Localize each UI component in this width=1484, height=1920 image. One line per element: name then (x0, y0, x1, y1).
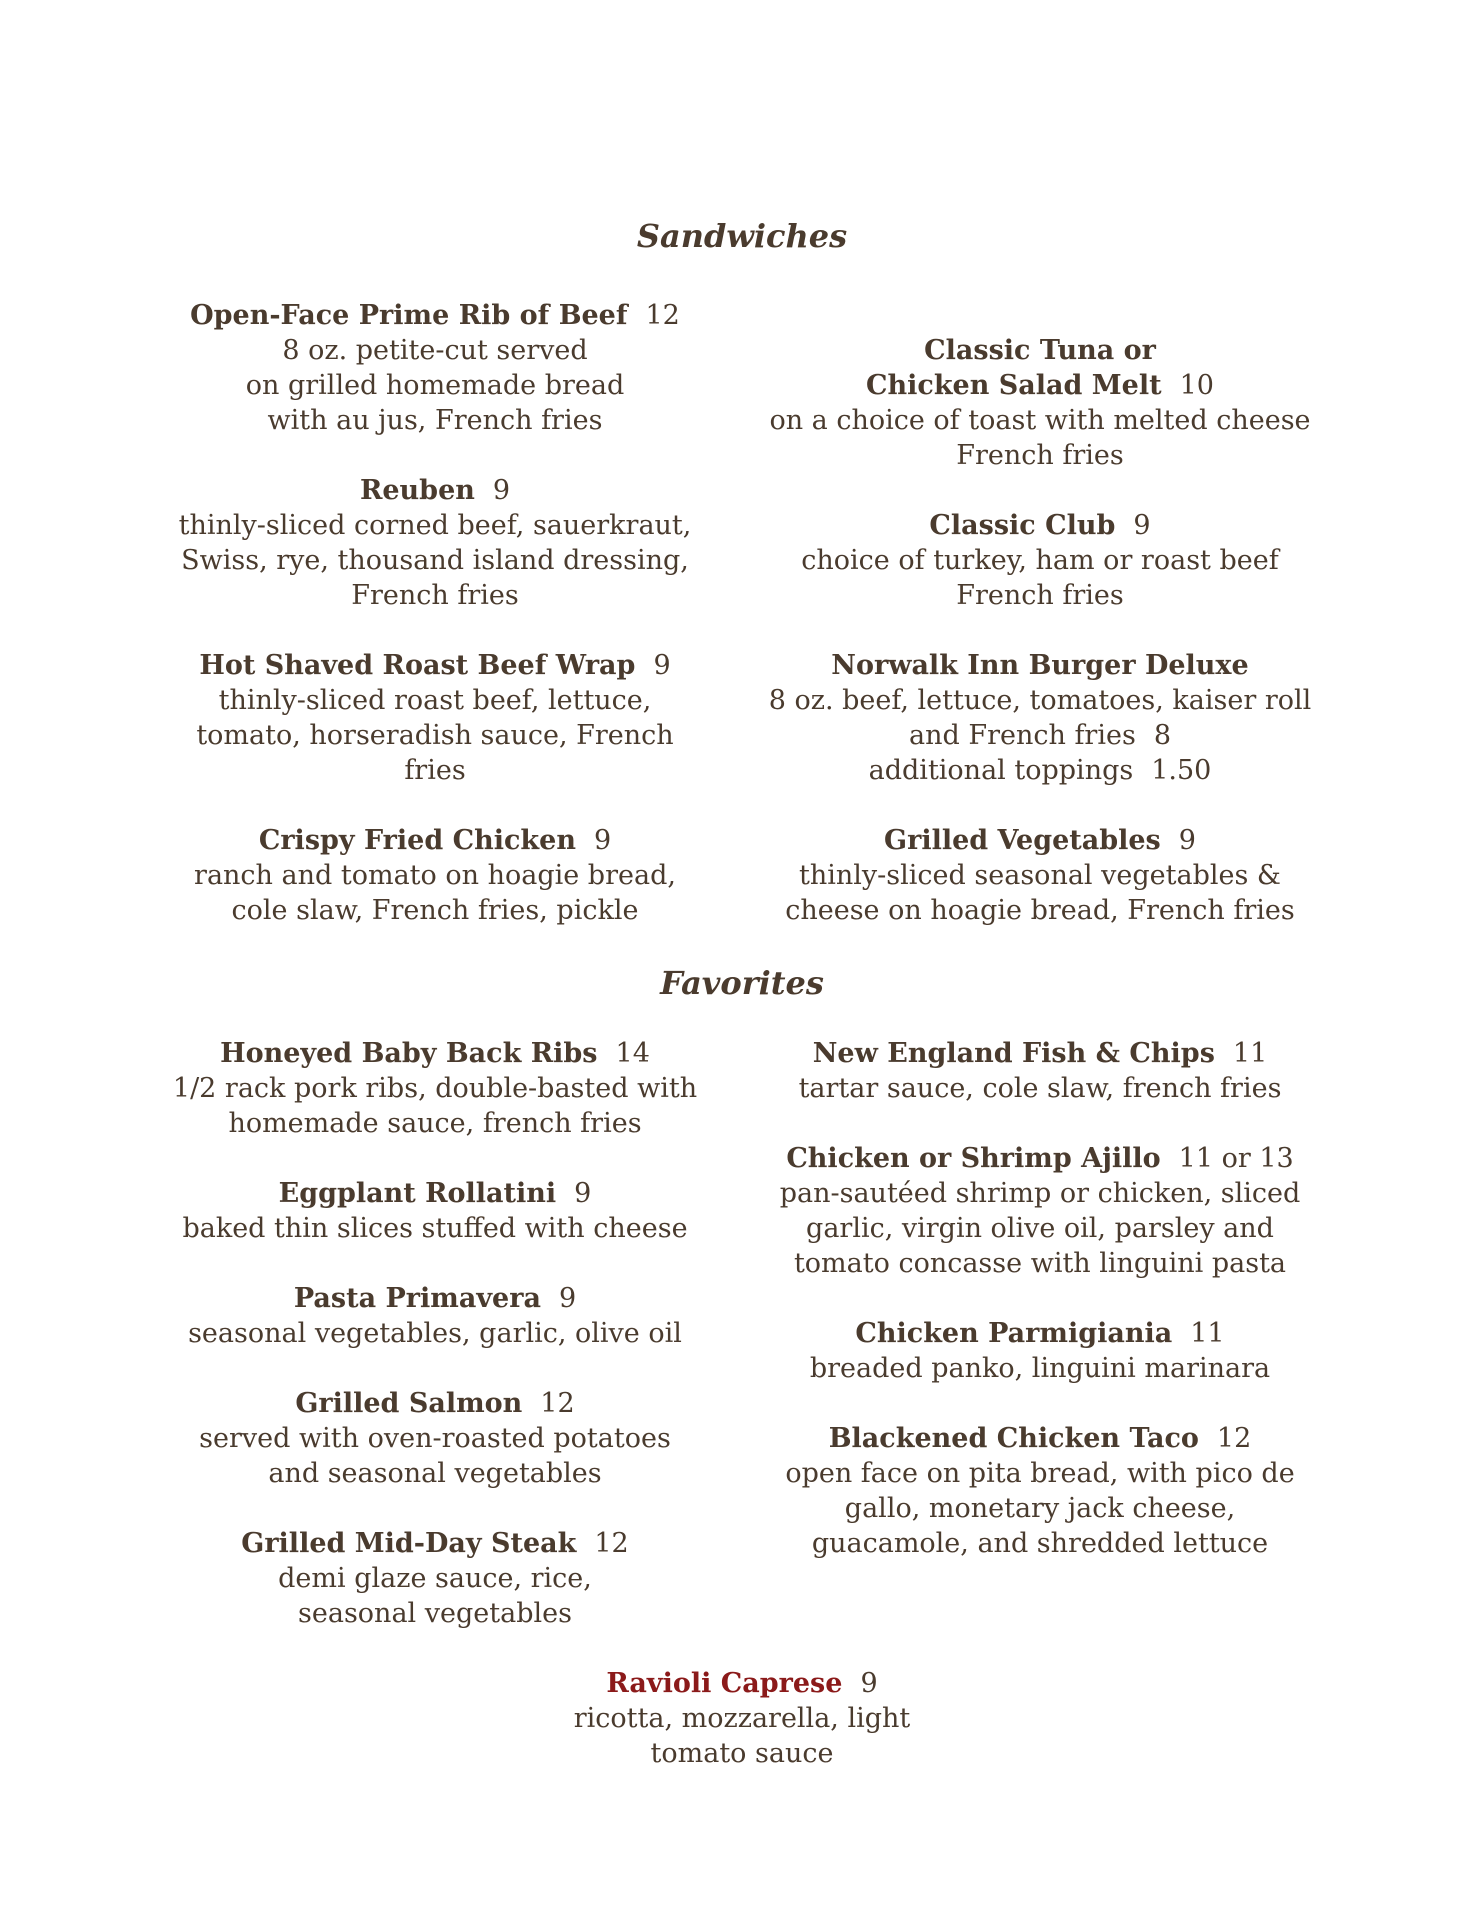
item-name: Classic Tuna or (924, 335, 1156, 366)
item-name: Blackened Chicken Taco (828, 1423, 1199, 1454)
item-description: gallo, monetary jack cheese, (844, 1493, 1236, 1524)
item-description: choice of turkey, ham or roast beef (801, 545, 1279, 576)
item-description: breaded panko, linguini marinara (809, 1353, 1271, 1384)
menu-item-baby-back-ribs (150, 1036, 720, 1141)
sandwiches-heading: Sandwiches (636, 217, 848, 255)
menu-item-chicken-parmigiania (760, 1316, 1320, 1386)
item-description: seasonal vegetables (298, 1598, 572, 1629)
item-name: Grilled Salmon (295, 1388, 523, 1419)
item-name: Chicken or Shrimp Ajillo (786, 1143, 1161, 1174)
item-description: ranch and tomato on hoagie bread, (194, 860, 676, 891)
item-description: cole slaw, French fries, pickle (231, 895, 639, 926)
menu-item-mid-day-steak (150, 1526, 720, 1631)
item-name: Pasta Primavera (293, 1283, 541, 1314)
item-description: pan-sautéed shrimp or chicken, sliced (779, 1178, 1301, 1209)
item-description: garlic, virgin olive oil, parsley and (806, 1213, 1274, 1244)
menu-item-roast-beef-wrap (150, 648, 720, 788)
item-description: baked thin slices stuffed with cheese (182, 1213, 688, 1244)
item-description: 8 oz. petite-cut served (282, 335, 588, 366)
menu-item-pasta-primavera (150, 1281, 720, 1351)
item-price: 9 (1133, 510, 1151, 541)
item-name: Chicken Salad Melt (866, 370, 1162, 401)
item-name: New England Fish & Chips (812, 1038, 1215, 1069)
item-price: 14 (615, 1038, 650, 1069)
item-price: 9 (1178, 825, 1196, 856)
item-extra (760, 753, 1320, 788)
item-name: Grilled Vegetables (884, 825, 1161, 856)
item-price: 12 (1216, 1423, 1252, 1454)
item-description: 8 oz. beef, lettuce, tomatoes, kaiser roll (768, 685, 1312, 716)
menu-item-reuben (150, 473, 720, 613)
menu-item-blackened-chicken-taco (760, 1421, 1320, 1561)
item-description: with au jus, French fries (267, 405, 603, 436)
item-description: on a choice of toast with melted cheese (769, 405, 1311, 436)
item-description: 1/2 rack pork ribs, double-basted with (172, 1073, 698, 1104)
item-description: tomato sauce (650, 1738, 834, 1769)
menu-item-classic-club (760, 508, 1320, 613)
item-price: 9 (653, 650, 671, 681)
item-description: tomato concasse with linguini pasta (793, 1248, 1287, 1279)
item-extra-label: additional toppings (868, 755, 1134, 786)
item-description: cheese on hoagie bread, French fries (785, 895, 1295, 926)
item-description: homemade sauce, french fries (228, 1108, 642, 1139)
item-description: and seasonal vegetables (268, 1458, 602, 1489)
menu-item-ravioli-caprese (442, 1666, 1042, 1771)
item-description: fries (404, 755, 466, 786)
item-price: 8 (1153, 720, 1171, 751)
item-description: on grilled homemade bread (245, 370, 625, 401)
item-name: Hot Shaved Roast Beef Wrap (199, 650, 636, 681)
menu-item-prime-rib (150, 298, 720, 438)
item-price: 9 (558, 1283, 577, 1314)
item-name: Reuben (359, 475, 475, 506)
menu-item-burger-deluxe (760, 648, 1320, 788)
item-name-featured: Ravioli Caprese (606, 1668, 843, 1699)
item-price: 9 (492, 475, 511, 506)
item-description: demi glaze sauce, rice, (278, 1563, 592, 1594)
favorites-heading: Favorites (660, 964, 824, 1002)
item-description: and French fries (908, 720, 1136, 751)
item-description: guacamole, and shredded lettuce (811, 1528, 1269, 1559)
item-price: 12 (645, 300, 680, 331)
item-price: 11 (1232, 1038, 1268, 1069)
item-name: Chicken Parmigiania (855, 1318, 1173, 1349)
item-price: 9 (860, 1668, 878, 1699)
item-description: seasonal vegetables, garlic, olive oil (188, 1318, 682, 1349)
item-name: Honeyed Baby Back Ribs (220, 1038, 598, 1069)
item-description: thinly-sliced corned beef, sauerkraut, (178, 510, 692, 541)
item-description: served with oven-roasted potatoes (199, 1423, 671, 1454)
menu-item-ajillo (760, 1141, 1320, 1281)
menu-item-crispy-fried-chicken (150, 823, 720, 928)
item-description: Swiss, rye, thousand island dressing, (181, 545, 689, 576)
item-description: ricotta, mozzarella, light (573, 1703, 911, 1734)
item-name: Classic Club (929, 510, 1116, 541)
item-price: 11 (1190, 1318, 1225, 1349)
item-price: 9 (593, 825, 612, 856)
item-name: Eggplant Rollatini (278, 1178, 557, 1209)
item-description: French fries (351, 580, 519, 611)
menu-item-fish-and-chips (760, 1036, 1320, 1106)
item-description: tartar sauce, cole slaw, french fries (798, 1073, 1282, 1104)
item-price: 12 (594, 1528, 629, 1559)
menu-item-tuna-melt (760, 333, 1320, 473)
item-price: 10 (1179, 370, 1214, 401)
item-price: 12 (540, 1388, 575, 1419)
item-price: 11 or 13 (1178, 1143, 1294, 1174)
menu-item-grilled-salmon (150, 1386, 720, 1491)
item-price: 9 (574, 1178, 592, 1209)
item-name: Crispy Fried Chicken (258, 825, 576, 856)
item-description: thinly-sliced roast beef, lettuce, (218, 685, 652, 716)
item-name: Grilled Mid-Day Steak (241, 1528, 577, 1559)
item-description: tomato, horseradish sauce, French (196, 720, 674, 751)
menu-item-grilled-vegetables (760, 823, 1320, 928)
item-description: thinly-sliced seasonal vegetables & (799, 860, 1281, 891)
item-description: French fries (956, 440, 1124, 471)
item-description: open face on pita bread, with pico de (785, 1458, 1295, 1489)
item-description: French fries (956, 580, 1124, 611)
item-name: Norwalk Inn Burger Deluxe (831, 650, 1249, 681)
item-extra-price: 1.50 (1151, 755, 1212, 786)
item-description-with-price (760, 718, 1320, 753)
menu-item-eggplant-rollatini (150, 1176, 720, 1246)
item-name: Open-Face Prime Rib of Beef (190, 300, 628, 331)
